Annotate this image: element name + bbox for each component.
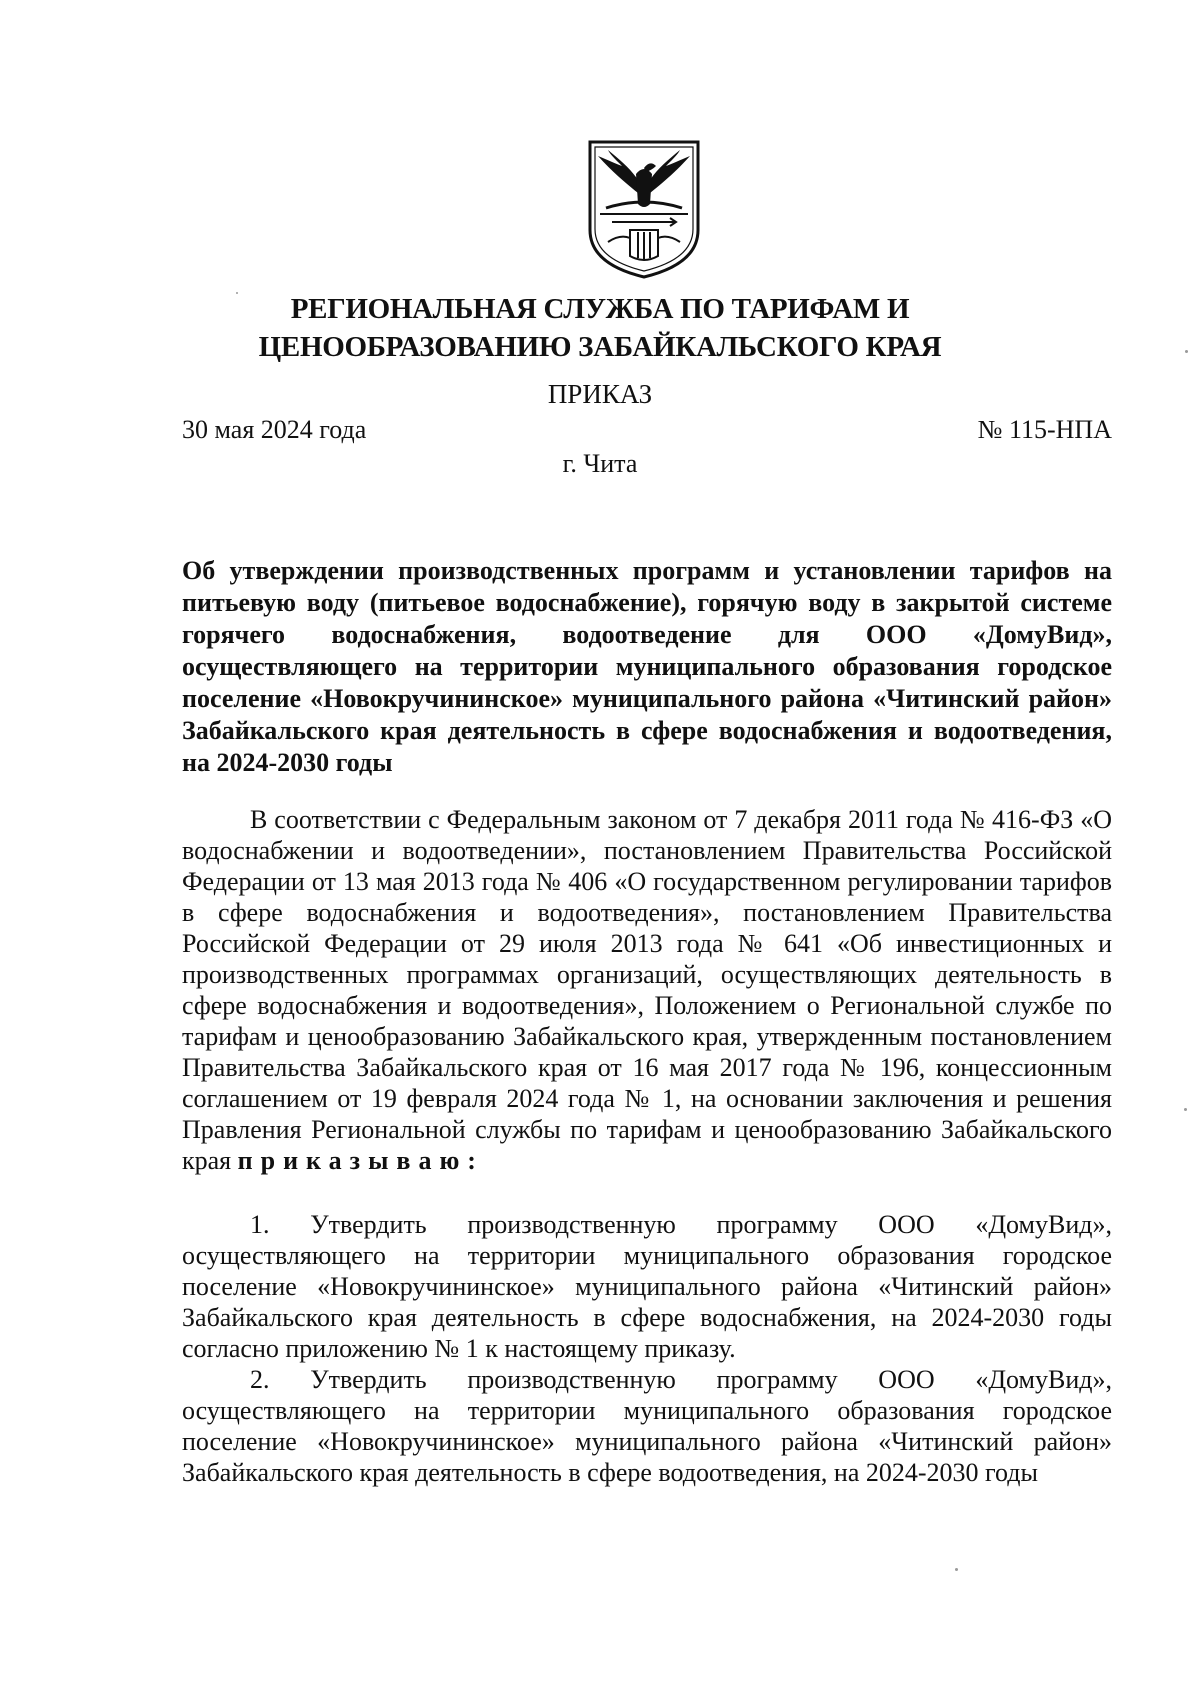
preamble-paragraph bbox=[182, 804, 1112, 1176]
organization-name bbox=[120, 290, 1080, 366]
organization-name-line2: ЦЕНООБРАЗОВАНИЮ ЗАБАЙКАЛЬСКОГО КРАЯ bbox=[258, 331, 942, 363]
document-body bbox=[182, 804, 1112, 1488]
document-number: № 115-НПА bbox=[977, 415, 1112, 444]
document-date: 30 мая 2024 года bbox=[182, 415, 367, 444]
document-subject: Об утверждении производственных программ и установлении тарифов на питьевую воду (питьевое водоснабжение), горячую воду в закрытой системе горячего водоснабжения, водоотведение для ООО «ДомуВид», осуществляющего на территории муниципального образования городское поселение «Новокручининское» муниципального района «Читинский район» Забайкальского края деятельность в сфере водоснабжения и водоотведения, на 2024-2030 годы bbox=[182, 556, 1112, 777]
scan-speck bbox=[236, 292, 238, 294]
scan-speck bbox=[1184, 1108, 1187, 1111]
scan-speck bbox=[1185, 350, 1188, 353]
item-1-paragraph: 1. Утвердить производственную программу ООО «ДомуВид», осуществляющего на территории муниципального образования городское поселение «Новокручининское» муниципального района «Читинский район» Забайкальского края деятельность в сфере водоснабжения, на 2024-2030 годы согласно приложению № 1 к настоящему приказу. bbox=[182, 1210, 1112, 1363]
scan-speck bbox=[955, 1568, 958, 1571]
decree-word: приказываю: bbox=[237, 1146, 484, 1175]
document-type: ПРИКАЗ bbox=[547, 379, 653, 409]
preamble-text: В соответствии с Федеральным законом от 7 декабря 2011 года № 416-ФЗ «О водоснабжении и водоотведении», постановлением Правительства Российской Федерации от 13 мая 2013 года № 406 «О государственном регулировании тарифов в сфере водоснабжения и водоотведения», постановлением Правительства Российской Федерации от 29 июля 2013 года № 641 «Об инвестиционных и производственных программах организаций, осуществляющих деятельность в сфере водоснабжения и водоотведения», Положением о Региональной службе по тарифам и ценообразованию Забайкальского края, утвержденным постановлением Правительства Забайкальского края от 16 мая 2017 года № 196, концессионным соглашением от 19 февраля 2024 года № 1, на основании заключения и решения Правления Региональной службы по тарифам и ценообразованию Забайкальского края bbox=[182, 805, 1112, 1175]
document-city: г. Чита bbox=[562, 449, 638, 478]
organization-name-line1: РЕГИОНАЛЬНАЯ СЛУЖБА ПО ТАРИФАМ И bbox=[290, 293, 910, 325]
item-2-paragraph: 2. Утвердить производственную программу ООО «ДомуВид», осуществляющего на территории муниципального образования городское поселение «Новокручининское» муниципального района «Читинский район» Забайкальского края деятельность в сфере водоотведения, на 2024-2030 годы bbox=[182, 1365, 1112, 1487]
coat-of-arms-emblem bbox=[586, 138, 702, 280]
